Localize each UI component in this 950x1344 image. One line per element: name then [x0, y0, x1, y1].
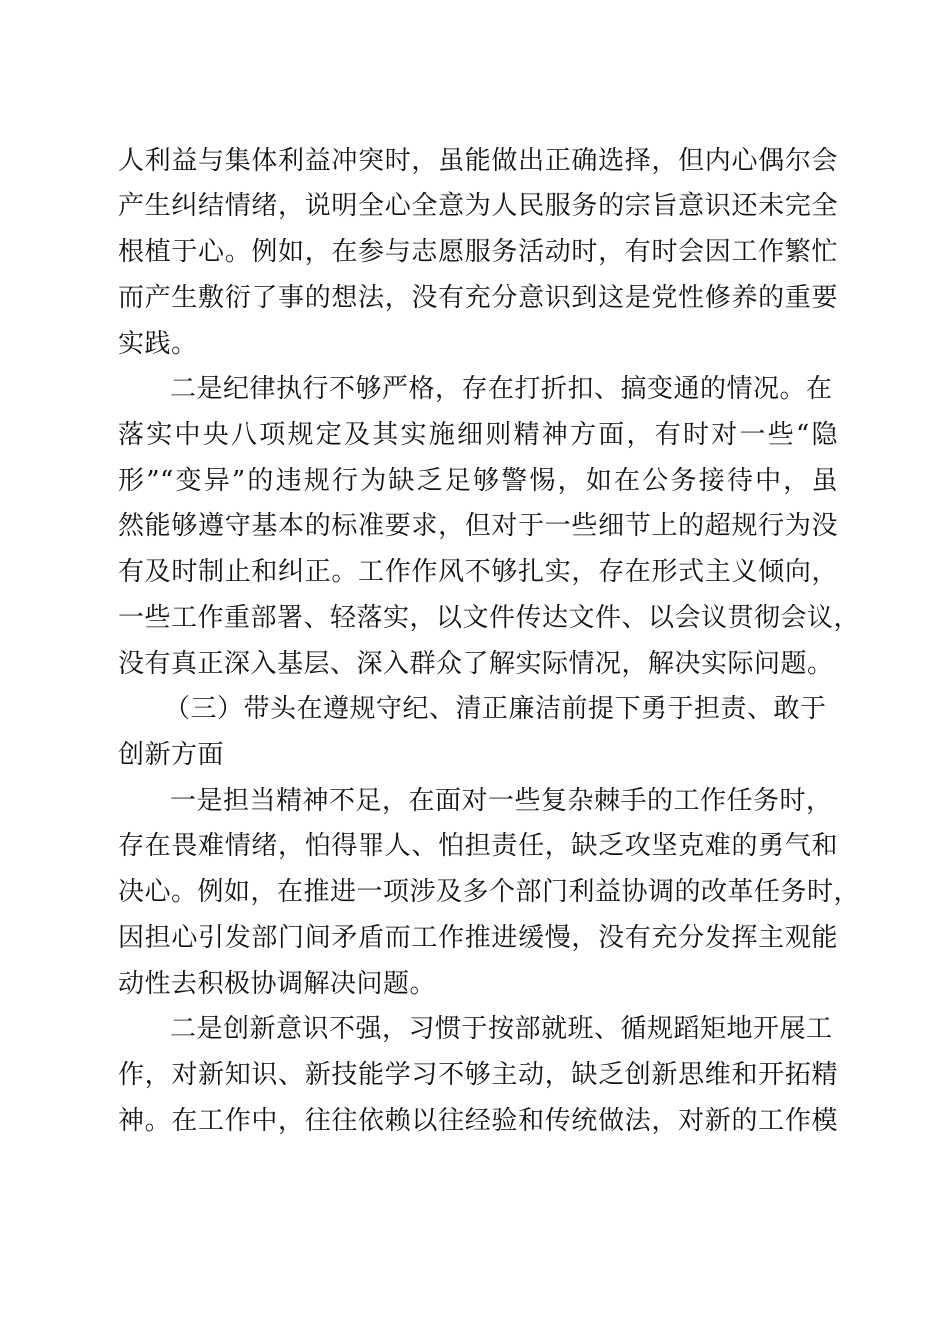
text-line: 根植于心。例如，在参与志愿服务活动时，有时会因工作繁忙	[118, 237, 838, 267]
text-line: 实践。	[118, 329, 198, 359]
section-heading: （三）带头在遵规守纪、清正廉洁前提下勇于担责、敢于	[164, 694, 827, 724]
text-line: 没有真正深入基层、深入群众了解实际情况，解决实际问题。	[118, 649, 834, 679]
section-heading-continuation: 创新方面	[118, 740, 225, 770]
text-line: 而产生敷衍了事的想法，没有充分意识到这是党性修养的重要	[118, 283, 838, 313]
text-line: 决心。例如，在推进一项涉及多个部门利益协调的改革任务时，	[118, 877, 861, 907]
text-line: 有及时制止和纠正。工作作风不够扎实，存在形式主义倾向，	[118, 557, 838, 587]
text-line: 人利益与集体利益冲突时，虽能做出正确选择，但内心偶尔会	[118, 146, 838, 176]
text-line: 神。在工作中，往往依赖以往经验和传统做法，对新的工作模	[118, 1106, 838, 1136]
paragraph-start-line: 二是创新意识不强，习惯于按部就班、循规蹈矩地开展工	[170, 1014, 833, 1044]
text-line: 因担心引发部门间矛盾而工作推进缓慢，没有充分发挥主观能	[118, 923, 838, 953]
text-line: 然能够遵守基本的标准要求，但对于一些细节上的超规行为没	[118, 511, 838, 541]
text-line: 存在畏难情绪，怕得罪人、怕担责任，缺乏攻坚克难的勇气和	[118, 831, 838, 861]
text-line: 作，对新知识、新技能学习不够主动，缺乏创新思维和开拓精	[118, 1060, 838, 1090]
text-line: 一些工作重部署、轻落实，以文件传达文件、以会议贯彻会议，	[118, 603, 861, 633]
paragraph-start-line: 一是担当精神不足，在面对一些复杂棘手的工作任务时，	[170, 786, 833, 816]
text-line: 形”“变异”的违规行为缺乏足够警惕，如在公务接待中，虽	[118, 466, 838, 496]
paragraph-start-line: 二是纪律执行不够严格，存在打折扣、搞变通的情况。在	[170, 374, 833, 404]
text-line: 产生纠结情绪，说明全心全意为人民服务的宗旨意识还未完全	[118, 191, 838, 221]
text-line: 落实中央八项规定及其实施细则精神方面，有时对一些“隐	[118, 420, 838, 450]
text-line: 动性去积极协调解决问题。	[118, 969, 437, 999]
